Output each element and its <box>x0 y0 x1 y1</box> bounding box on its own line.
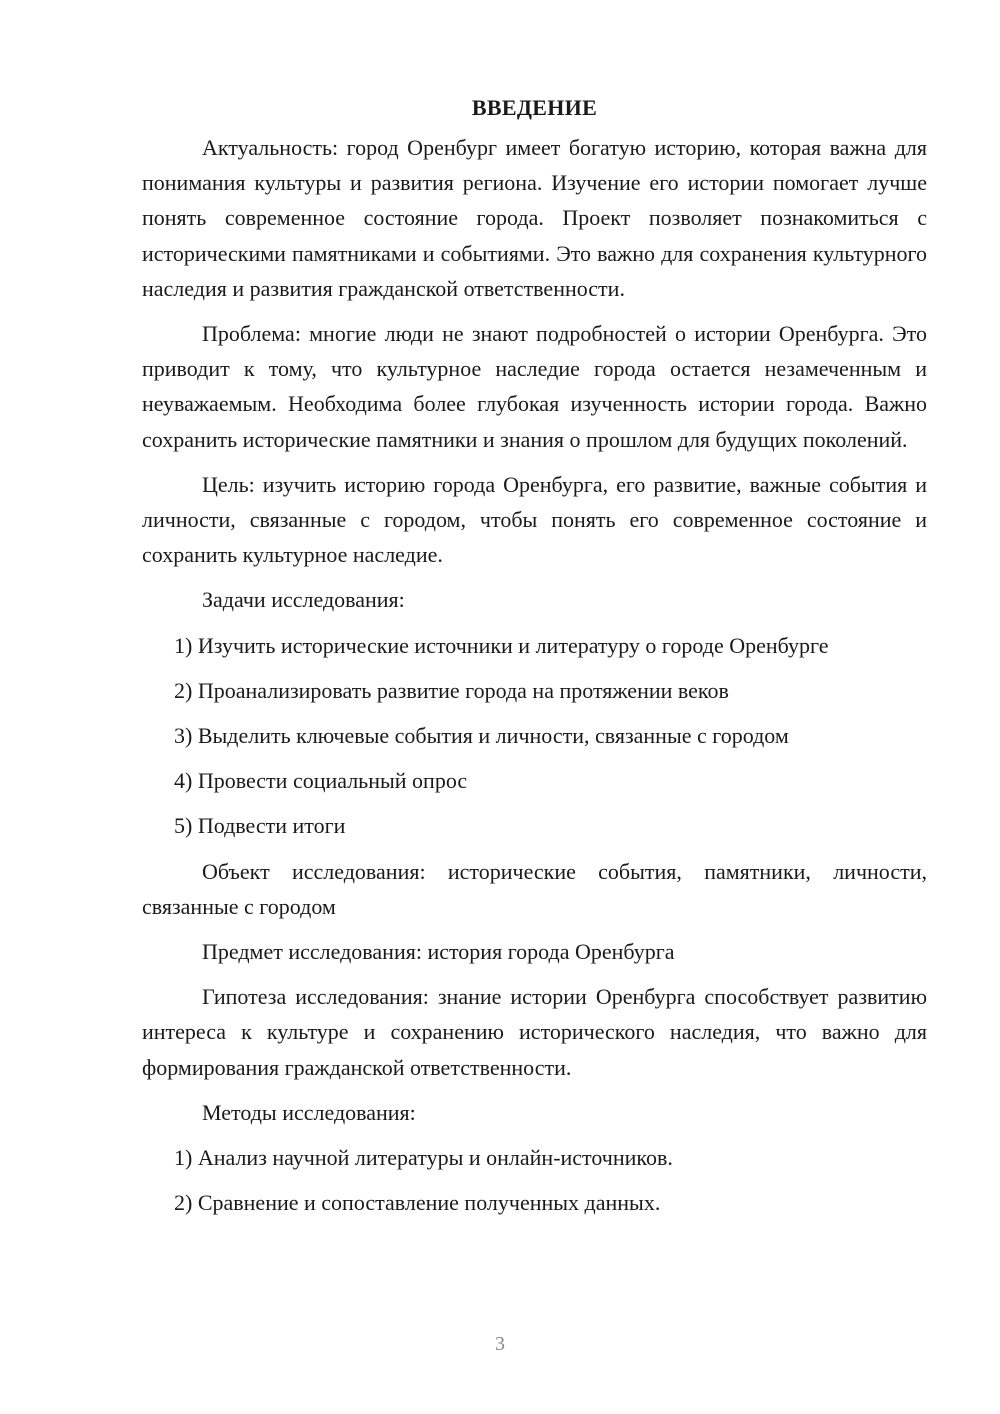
page-number: 3 <box>495 1333 505 1355</box>
list-item: 4) Провести социальный опрос <box>174 768 468 794</box>
methods-list <box>142 1140 927 1220</box>
relevance-paragraph: Актуальность: город Оренбург имеет богатую историю, которая важна для понимания культуры и развития региона. Изучение его истории помогает лучше понять современное состояние города. Проект позволяет познакомиться с историческими памятниками и событиями. Это важно для сохранения культурного наследия и развития гражданской ответственности. <box>142 135 927 301</box>
tasks-list <box>142 628 927 844</box>
problem-paragraph: Проблема: многие люди не знают подробностей о истории Оренбурга. Это приводит к тому, что культурное наследие города остается незамеченным и неуважаемым. Необходима более глубокая изученность истории города. Важно сохранить исторические памятники и знания о прошлом для будущих поколений. <box>142 321 927 452</box>
methods-heading: Методы исследования: <box>202 1099 416 1125</box>
list-item: 5) Подвести итоги <box>174 813 346 839</box>
document-title: ВВЕДЕНИЕ <box>471 95 598 120</box>
subject-paragraph: Предмет исследования: история города Оренбурга <box>202 939 675 965</box>
list-item: 1) Анализ научной литературы и онлайн-источников. <box>174 1145 673 1171</box>
document-page <box>142 92 927 1230</box>
object-paragraph: Объект исследования: исторические события, памятники, личности, связанные с городом <box>142 858 927 919</box>
goal-paragraph: Цель: изучить историю города Оренбурга, его развитие, важные события и личности, связанные с городом, чтобы понять его современное состояние и сохранить культурное наследие. <box>142 471 927 568</box>
list-item: 1) Изучить исторические источники и литературу о городе Оренбурге <box>174 632 829 658</box>
list-item: 2) Сравнение и сопоставление полученных данных. <box>174 1190 661 1216</box>
list-item: 2) Проанализировать развитие города на протяжении веков <box>174 677 729 703</box>
list-item: 3) Выделить ключевые события и личности, связанные с городом <box>174 723 789 749</box>
hypothesis-paragraph: Гипотеза исследования: знание истории Оренбурга способствует развитию интереса к культуре и сохранению исторического наследия, что важно для формирования гражданской ответственности. <box>142 984 927 1080</box>
tasks-heading: Задачи исследования: <box>202 587 405 613</box>
